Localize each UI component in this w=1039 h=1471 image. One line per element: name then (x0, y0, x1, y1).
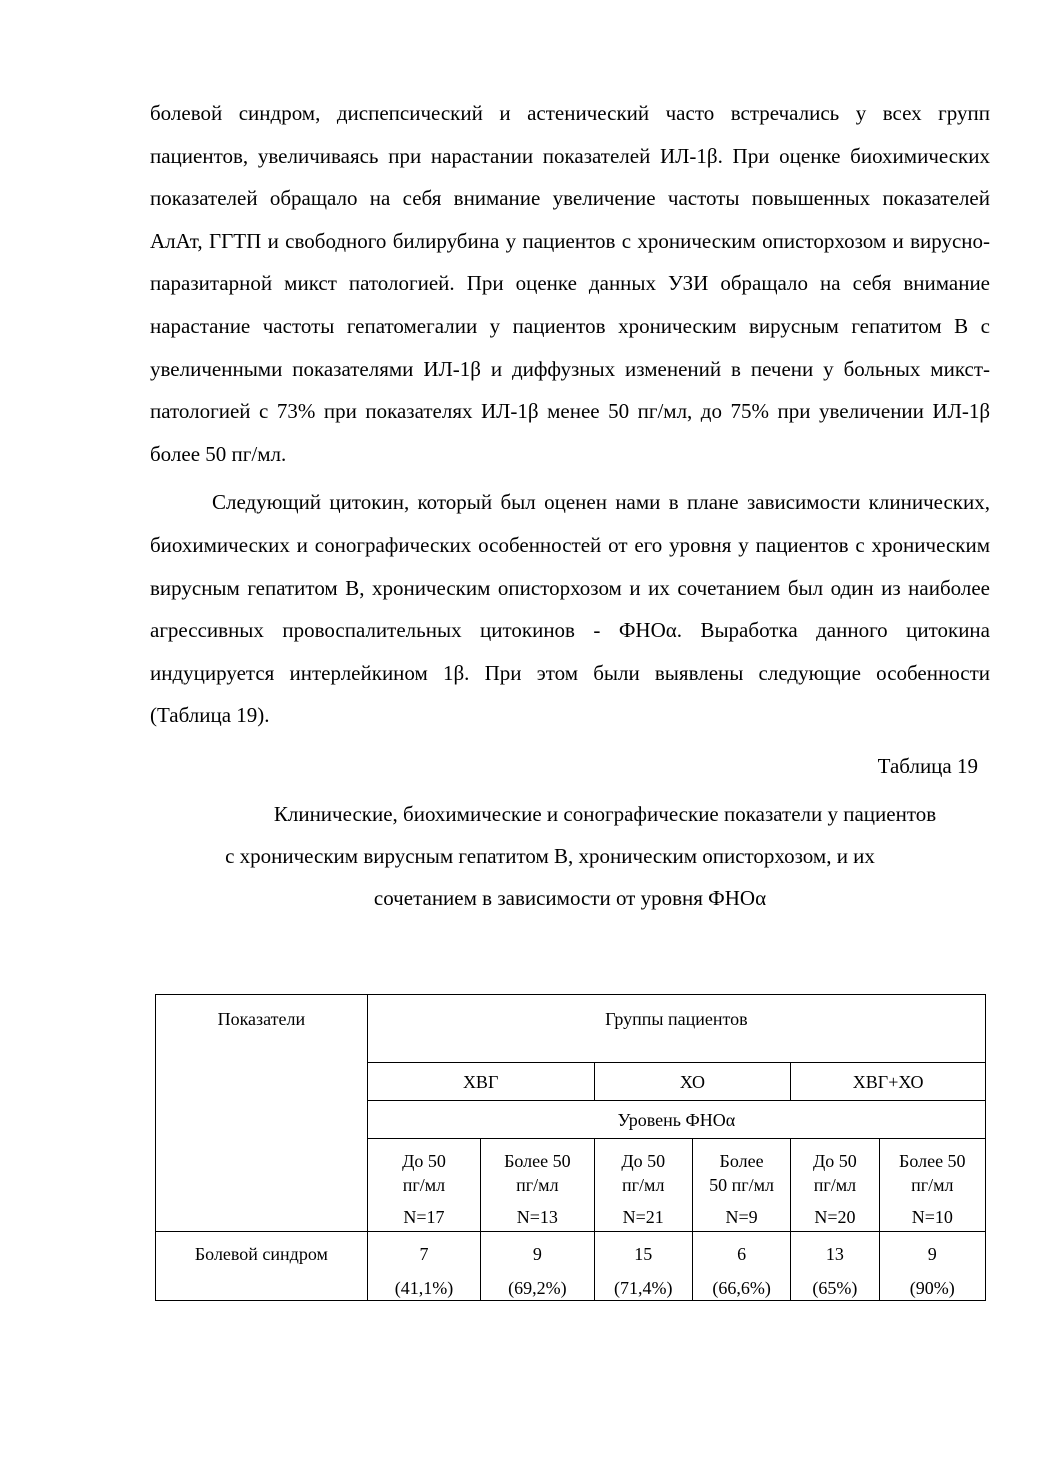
paragraph-1: болевой синдром, диспепсический и астенический часто встречались у всех групп пациентов, увеличиваясь при нарастании показателей ИЛ-1β. При оценке биохимических показателей обращало на себя внимание увеличение частоты повышенных показателей АлАт, ГГТП и свободного билирубина у пациентов с хроническим описторхозом и вирусно-паразитарной микст патологией. При оценке данных УЗИ обращало на себя внимание нарастание частоты гепатомегалии у пациентов хроническим вирусным гепатитом В с увеличенными показателями ИЛ-1β и диффузных изменений в печени у больных микст-патологией с 73% при показателях ИЛ-1β менее 50 пг/мл, до 75% при увеличении ИЛ-1β более 50 пг/мл. (150, 101, 990, 466)
level-header: Уровень ФНОα (367, 1101, 985, 1139)
subcol-line1: Более 50 (899, 1151, 966, 1171)
cell-count: 15 (634, 1244, 653, 1264)
table-cell (594, 1232, 692, 1301)
group-header-ho: ХО (594, 1063, 791, 1101)
subcol-n: N=21 (622, 1207, 664, 1227)
header-indicators: Показатели (156, 995, 368, 1232)
subcol-n: N=17 (403, 1207, 445, 1227)
table-cell (481, 1232, 594, 1301)
table-cell (692, 1232, 790, 1301)
group-header-hvg: ХВГ (367, 1063, 594, 1101)
cell-count: 7 (419, 1244, 429, 1264)
subcol-line2: 50 пг/мл (709, 1175, 775, 1195)
table-caption-line-2: с хроническим вирусным гепатитом В, хроническим описторхозом, и их (225, 843, 875, 868)
subcol-line2: пг/мл (911, 1175, 954, 1195)
table-cell (879, 1232, 985, 1301)
subcol-header (594, 1139, 692, 1232)
cell-count: 6 (737, 1244, 747, 1264)
subcol-line1: Более (719, 1151, 764, 1171)
cell-percent: (65%) (812, 1278, 858, 1298)
subcol-header (692, 1139, 790, 1232)
cell-count: 13 (825, 1244, 844, 1264)
table-caption (150, 793, 990, 919)
table-caption-line-3: сочетанием в зависимости от уровня ФНОα (373, 885, 767, 910)
subcol-header (367, 1139, 480, 1232)
cell-percent: (69,2%) (508, 1278, 567, 1298)
paragraph-2: Следующий цитокин, который был оценен нами в плане зависимости клинических, биохимических и сонографических особенностей от его уровня у пациентов с хроническим вирусным гепатитом В, хроническим описторхозом и их сочетанием был один из наиболее агрессивных провоспалительных цитокинов - ФНОα. Выработка данного цитокина индуцируется интерлейкином 1β. При этом были выявлены следующие особенности (Таблица 19). (150, 490, 990, 728)
cell-percent: (66,6%) (712, 1278, 771, 1298)
subcol-n: N=20 (814, 1207, 856, 1227)
subcol-n: N=13 (516, 1207, 558, 1227)
subcol-line1: Более 50 (504, 1151, 571, 1171)
subcol-line2: пг/мл (622, 1175, 665, 1195)
cell-count: 9 (532, 1244, 542, 1264)
table-cell (791, 1232, 879, 1301)
data-table (155, 994, 986, 1301)
document-page (150, 92, 990, 919)
subcol-header (481, 1139, 594, 1232)
cell-percent: (41,1%) (394, 1278, 454, 1298)
subcol-line2: пг/мл (516, 1175, 559, 1195)
subcol-n: N=9 (725, 1207, 758, 1227)
subcol-line2: пг/мл (402, 1175, 446, 1195)
table-row (156, 1232, 986, 1301)
subcol-line1: До 50 (621, 1151, 666, 1171)
row-indicator-name: Болевой синдром (156, 1232, 368, 1301)
header-patient-groups: Группы пациентов (367, 995, 985, 1063)
table-cell (367, 1232, 480, 1301)
subcol-n: N=10 (911, 1207, 953, 1227)
subcol-header (791, 1139, 879, 1232)
group-header-hvg-ho: ХВГ+ХО (791, 1063, 986, 1101)
subcol-header (879, 1139, 985, 1232)
table-label: Таблица 19 (877, 753, 978, 778)
subcol-line2: пг/мл (813, 1175, 857, 1195)
cell-percent: (90%) (909, 1278, 955, 1298)
table-caption-line-1: Клинические, биохимические и сонографические показатели у пациентов (273, 801, 937, 826)
subcol-line1: До 50 (402, 1151, 446, 1171)
cell-count: 9 (927, 1244, 937, 1264)
subcol-line1: До 50 (813, 1151, 857, 1171)
cell-percent: (71,4%) (613, 1278, 673, 1298)
